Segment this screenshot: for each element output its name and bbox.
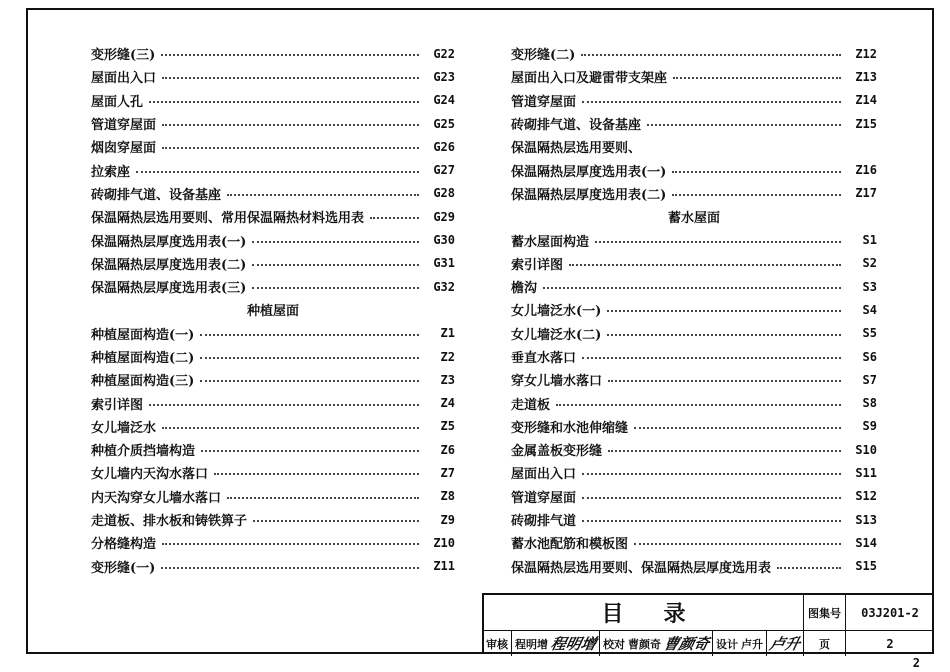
toc-entry	[91, 135, 455, 158]
toc-entry	[511, 135, 877, 158]
sheet-number: 2	[912, 656, 920, 670]
dot-leader	[161, 566, 419, 569]
toc-entry	[511, 531, 877, 554]
toc-entry-title: 保温隔热层厚度选用表(二)	[511, 187, 667, 203]
checker-name: 曹颜奇	[628, 637, 662, 651]
toc-entry-title: 走道板	[511, 397, 551, 413]
dot-leader	[608, 449, 841, 452]
dot-leader	[370, 216, 419, 219]
toc-entry-title: 保温隔热层厚度选用表(一)	[511, 164, 667, 180]
atlas-number-label: 图集号	[804, 595, 846, 631]
toc-entry-title: 保温隔热层厚度选用表(三)	[91, 281, 247, 297]
dot-leader	[200, 333, 419, 336]
toc-entry-title: 砖砌排气道、设备基座	[91, 187, 222, 203]
toc-entry	[511, 438, 877, 461]
toc-entry-page: Z9	[440, 512, 455, 527]
dot-leader	[777, 566, 841, 569]
dot-leader	[136, 170, 419, 173]
toc-entry-title: 烟囱穿屋面	[91, 141, 157, 157]
designer-name: 卢升	[741, 637, 764, 651]
toc-entry	[91, 42, 455, 65]
toc-entry-page: S3	[862, 279, 877, 294]
toc-entry-page: S10	[855, 442, 877, 457]
toc-entry-title: 保温隔热层选用要则、	[511, 141, 642, 157]
toc-entry-title: 保温隔热层选用要则、保温隔热层厚度选用表	[511, 560, 772, 576]
toc-entry-title: 砖砌排气道、设备基座	[511, 118, 642, 134]
toc-entry	[91, 508, 455, 531]
dot-leader	[608, 379, 841, 382]
dot-leader	[543, 286, 841, 289]
dot-leader	[227, 496, 419, 499]
toc-entry-title: 内天沟穿女儿墙水落口	[91, 490, 222, 506]
toc-entry-page: S14	[855, 535, 877, 550]
toc-entry	[91, 182, 455, 205]
toc-entry-title: 女儿墙泛水	[91, 420, 157, 436]
toc-entry-title: 走道板、排水板和铸铁箅子	[91, 514, 248, 530]
toc-entry-title: 屋面出入口及避雷带支架座	[511, 71, 668, 87]
toc-entry-page: G27	[433, 163, 455, 178]
toc-entry-page: Z10	[433, 535, 455, 550]
dot-leader	[161, 53, 419, 56]
toc-entry-page: G29	[433, 209, 455, 224]
toc-entry	[91, 65, 455, 88]
toc-entry-page: Z13	[855, 69, 877, 84]
toc-entry-title: 蓄水屋面构造	[511, 234, 590, 250]
designer-signature: 卢升	[768, 635, 802, 653]
dot-leader	[149, 100, 419, 103]
document-title: 目录	[484, 595, 804, 631]
toc-entry-page: G25	[433, 116, 455, 131]
dot-leader	[607, 333, 841, 336]
toc-entry-title: 管道穿屋面	[511, 94, 577, 110]
toc-entry-title: 屋面人孔	[91, 94, 144, 110]
toc-entry-title: 分格缝构造	[91, 537, 157, 553]
toc-entry-page: Z7	[440, 465, 455, 480]
dot-leader	[672, 193, 841, 196]
toc-entry-page: S8	[862, 396, 877, 411]
toc-entry-title: 保温隔热层选用要则、常用保温隔热材料选用表	[91, 211, 365, 227]
atlas-number-value: 03J201-2	[846, 595, 934, 631]
toc-entry-title: 变形缝(三)	[91, 48, 156, 64]
signature-row	[484, 631, 804, 656]
dot-leader	[582, 356, 841, 359]
toc-entry-page: Z16	[855, 163, 877, 178]
toc-entry	[511, 65, 877, 88]
dot-leader	[556, 403, 841, 406]
dot-leader	[581, 53, 841, 56]
toc-entry-title: 女儿墙泛水(一)	[511, 304, 602, 320]
toc-entry-title: 索引详图	[91, 397, 144, 413]
toc-entry	[511, 508, 877, 531]
divider	[599, 631, 600, 656]
toc-entry	[91, 322, 455, 345]
toc-entry-title: 檐沟	[511, 281, 538, 297]
dot-leader	[200, 356, 419, 359]
toc-entry	[511, 555, 877, 578]
toc-entry-page: Z15	[855, 116, 877, 131]
toc-entry	[511, 275, 877, 298]
reviewer-signature: 程明增	[548, 635, 598, 653]
toc-entry	[91, 438, 455, 461]
toc-entry	[511, 89, 877, 112]
toc-right-column	[511, 42, 877, 578]
page-value: 2	[886, 636, 894, 651]
toc-entry	[511, 112, 877, 135]
dot-leader	[252, 286, 419, 289]
toc-entry-title: 种植屋面构造(二)	[91, 351, 195, 366]
toc-entry-title: 蓄水池配筋和模板图	[511, 537, 629, 553]
toc-entry-page: S11	[855, 465, 877, 480]
dot-leader	[634, 426, 841, 429]
toc-entry	[91, 415, 455, 438]
toc-entry-title: 变形缝(二)	[511, 48, 576, 64]
toc-entry	[511, 42, 877, 65]
toc-entry-title: 穿女儿墙水落口	[511, 374, 603, 390]
toc-entry-page: Z5	[440, 419, 455, 434]
toc-entry-page: Z17	[855, 186, 877, 201]
dot-leader	[252, 240, 419, 243]
toc-entry-page: G30	[433, 233, 455, 248]
toc-entry	[511, 485, 877, 508]
toc-entry	[91, 228, 455, 251]
toc-entry-title: 女儿墙泛水(二)	[511, 327, 602, 343]
title-block	[482, 593, 932, 654]
toc-entry	[511, 368, 877, 391]
dot-leader	[595, 240, 841, 243]
toc-entry-page: S13	[855, 512, 877, 527]
toc-entry	[91, 205, 455, 228]
toc-entry-title: 保温隔热层厚度选用表(一)	[91, 234, 247, 250]
toc-entry-title: 种植屋面构造(三)	[91, 374, 195, 390]
divider	[712, 631, 713, 656]
toc-entry	[91, 112, 455, 135]
toc-entry-title: 变形缝(一)	[91, 560, 156, 576]
dot-leader	[673, 76, 841, 79]
toc-entry-page: G24	[433, 93, 455, 108]
toc-entry-page: S6	[862, 349, 877, 364]
toc-entry-page: G26	[433, 139, 455, 154]
section-heading-text: 蓄水屋面	[667, 211, 720, 227]
dot-leader	[162, 426, 419, 429]
dot-leader	[647, 123, 841, 126]
section-heading-text: 种植屋面	[246, 304, 299, 320]
toc-entry	[91, 555, 455, 578]
dot-leader	[227, 193, 419, 196]
check-label: 校对	[603, 637, 626, 651]
toc-entry	[511, 182, 877, 205]
toc-entry	[91, 368, 455, 391]
toc-entry-title: 屋面出入口	[511, 467, 577, 483]
toc-entry-title: 保温隔热层厚度选用表(二)	[91, 257, 247, 273]
toc-entry	[91, 345, 455, 368]
toc-entry-title: 金属盖板变形缝	[511, 444, 603, 460]
toc-entry	[91, 461, 455, 484]
toc-entry	[91, 158, 455, 181]
design-label: 设计	[716, 637, 739, 651]
toc-entry	[511, 228, 877, 251]
toc-entry-page: G32	[433, 279, 455, 294]
toc-entry-page: G31	[433, 256, 455, 271]
dot-leader	[582, 496, 841, 499]
toc-entry-page: S4	[862, 302, 877, 317]
toc-entry	[511, 415, 877, 438]
toc-entry	[91, 252, 455, 275]
dot-leader	[162, 123, 419, 126]
dot-leader	[672, 170, 841, 173]
toc-entry-title: 种植介质挡墙构造	[91, 444, 196, 460]
dot-leader	[569, 263, 841, 266]
toc-entry-page: G22	[433, 46, 455, 61]
divider	[511, 631, 512, 656]
dot-leader	[200, 379, 419, 382]
toc-entry	[511, 345, 877, 368]
toc-entry-title: 女儿墙内天沟水落口	[91, 467, 209, 483]
toc-entry-page: S7	[862, 372, 877, 387]
section-heading	[511, 205, 877, 228]
page-label: 页	[804, 631, 846, 656]
toc-entry	[511, 461, 877, 484]
toc-entry	[91, 89, 455, 112]
toc-entry-page: Z6	[440, 442, 455, 457]
dot-leader	[214, 472, 419, 475]
dot-leader	[252, 263, 419, 266]
section-heading	[91, 298, 455, 321]
toc-entry-title: 垂直水落口	[511, 351, 577, 366]
toc-entry-page: S9	[862, 419, 877, 434]
toc-entry-page: S15	[855, 559, 877, 574]
toc-entry-page: Z14	[855, 93, 877, 108]
divider	[766, 631, 767, 656]
toc-entry-page: Z11	[433, 559, 455, 574]
toc-entry-title: 管道穿屋面	[91, 118, 157, 134]
toc-entry-page: Z2	[440, 349, 455, 364]
dot-leader	[149, 403, 419, 406]
toc-entry-title: 砖砌排气道	[511, 514, 577, 530]
toc-entry-page: G28	[433, 186, 455, 201]
dot-leader	[162, 76, 419, 79]
toc-entry-title: 屋面出入口	[91, 71, 157, 87]
checker-signature: 曹颜奇	[661, 635, 711, 653]
toc-entry-page: Z4	[440, 396, 455, 411]
toc-entry	[511, 322, 877, 345]
toc-entry-title: 管道穿屋面	[511, 490, 577, 506]
toc-entry-title: 种植屋面构造(一)	[91, 327, 195, 343]
toc-left-column	[91, 42, 455, 578]
dot-leader	[582, 100, 841, 103]
toc-entry-page: S2	[862, 256, 877, 271]
toc-entry	[91, 485, 455, 508]
toc-entry-title: 变形缝和水池伸缩缝	[511, 420, 629, 436]
dot-leader	[162, 146, 419, 149]
toc-entry-title: 索引详图	[511, 257, 564, 273]
toc-entry-page: Z8	[440, 489, 455, 504]
toc-entry-page: G23	[433, 69, 455, 84]
toc-entry-page: Z3	[440, 372, 455, 387]
dot-leader	[253, 519, 419, 522]
dot-leader	[634, 542, 841, 545]
dot-leader	[162, 542, 419, 545]
dot-leader	[582, 472, 841, 475]
toc-entry-page: S5	[862, 326, 877, 341]
toc-entry	[511, 391, 877, 414]
toc-entry	[91, 391, 455, 414]
dot-leader	[582, 519, 841, 522]
toc-entry	[511, 158, 877, 181]
dot-leader	[607, 309, 841, 312]
toc-entry	[511, 252, 877, 275]
toc-entry-page: S12	[855, 489, 877, 504]
toc-entry	[91, 531, 455, 554]
review-label: 审核	[486, 637, 508, 651]
toc-entry	[91, 275, 455, 298]
toc-entry-page: Z12	[855, 46, 877, 61]
toc-entry-page: Z1	[440, 326, 455, 341]
toc-entry	[511, 298, 877, 321]
toc-entry-title: 拉索座	[91, 164, 131, 180]
dot-leader	[201, 449, 419, 452]
toc-entry-page: S1	[862, 233, 877, 248]
reviewer-name: 程明增	[515, 637, 548, 651]
